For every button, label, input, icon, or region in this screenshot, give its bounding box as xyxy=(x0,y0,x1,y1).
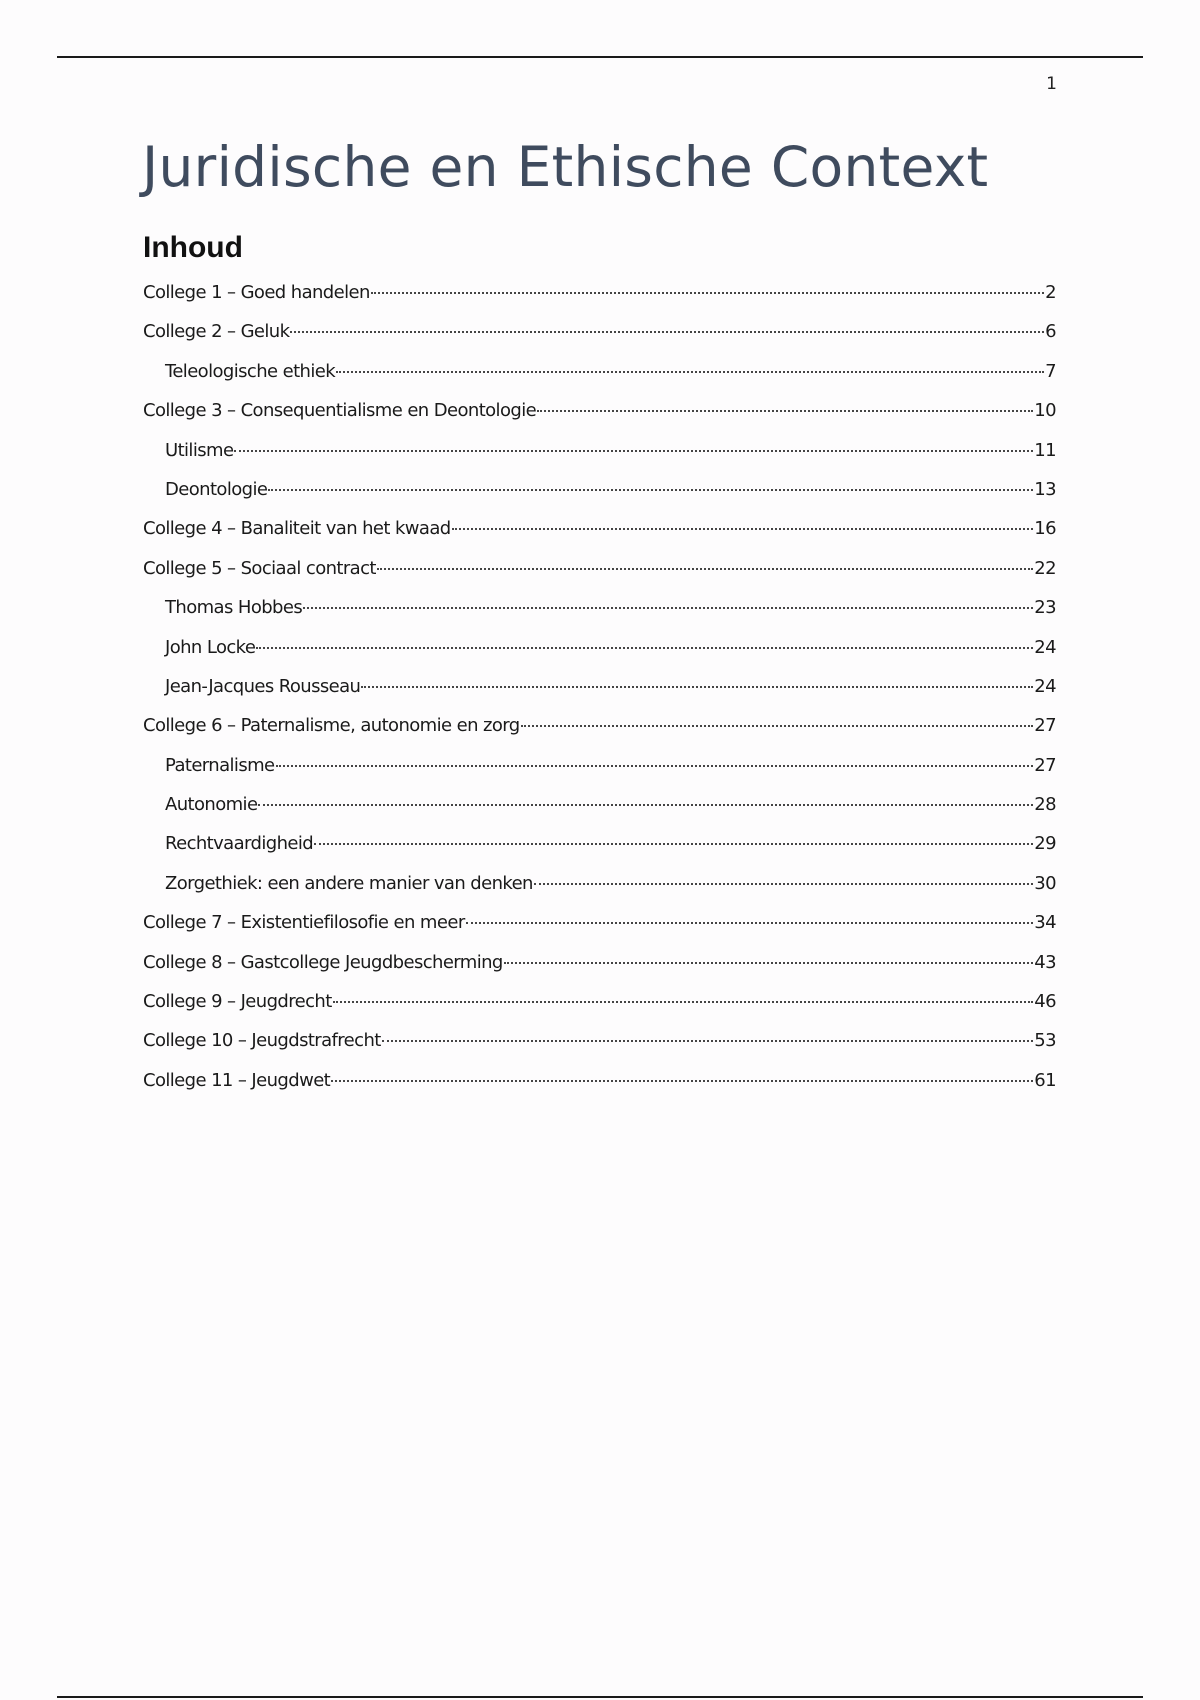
toc-entry-page: 16 xyxy=(1034,518,1056,540)
toc-dot-leader xyxy=(534,883,1033,885)
toc-entry[interactable] xyxy=(143,597,1056,636)
toc-entry[interactable] xyxy=(143,558,1056,597)
toc-dot-leader xyxy=(361,686,1033,688)
toc-heading: Inhoud xyxy=(143,231,243,264)
toc-entry[interactable] xyxy=(143,361,1056,400)
toc-entry-page: 43 xyxy=(1034,951,1056,973)
toc-entry-title: College 4 – Banaliteit van het kwaad xyxy=(143,518,451,540)
toc-dot-leader xyxy=(521,725,1034,727)
toc-entry-page: 13 xyxy=(1034,478,1056,500)
toc-entry[interactable] xyxy=(143,1070,1056,1109)
toc-entry[interactable] xyxy=(143,991,1056,1030)
toc-entry-page: 34 xyxy=(1034,912,1056,934)
toc-dot-leader xyxy=(336,371,1044,373)
toc-dot-leader xyxy=(256,647,1033,649)
toc-entry[interactable] xyxy=(143,440,1056,479)
toc-entry-title: College 2 – Geluk xyxy=(143,321,290,343)
toc-entry-title: Utilisme xyxy=(165,439,234,461)
toc-entry[interactable] xyxy=(143,873,1056,912)
toc-dot-leader xyxy=(331,1080,1033,1082)
toc-entry-title: Zorgethiek: een andere manier van denken xyxy=(165,872,533,894)
toc-entry-page: 2 xyxy=(1045,282,1056,303)
page-number: 1 xyxy=(1046,74,1057,94)
toc-entry-page: 27 xyxy=(1034,715,1056,737)
toc-entry-title: College 6 – Paternalisme, autonomie en zorg xyxy=(143,715,520,737)
toc-entry[interactable] xyxy=(143,833,1056,872)
toc-dot-leader xyxy=(276,765,1034,767)
toc-entry-page: 61 xyxy=(1034,1069,1056,1091)
toc-entry-page: 7 xyxy=(1045,360,1056,382)
toc-entry-title: College 9 – Jeugdrecht xyxy=(143,991,332,1013)
toc-dot-leader xyxy=(333,1001,1034,1003)
toc-entry[interactable] xyxy=(143,755,1056,794)
toc-dot-leader xyxy=(466,922,1034,924)
toc-entry-title: Deontologie xyxy=(165,478,268,500)
footer-rule xyxy=(57,1696,1143,1698)
toc-entry-title: Paternalisme xyxy=(165,754,275,776)
toc-entry-title: College 3 – Consequentialisme en Deontologie xyxy=(143,400,537,422)
toc-entry-title: Autonomie xyxy=(165,794,258,816)
toc-entry[interactable] xyxy=(143,912,1056,951)
toc-entry-title: Jean-Jacques Rousseau xyxy=(165,675,361,697)
toc-entry-title: College 10 – Jeugdstrafrecht xyxy=(143,1030,381,1052)
toc-dot-leader xyxy=(382,1040,1034,1042)
toc-dot-leader xyxy=(314,843,1033,845)
toc-entry-page: 53 xyxy=(1034,1030,1056,1052)
toc-entry-title: John Locke xyxy=(165,636,256,658)
toc-entry-page: 6 xyxy=(1045,321,1056,343)
toc-entry-page: 46 xyxy=(1034,991,1056,1013)
toc-entry[interactable] xyxy=(143,637,1056,676)
toc-entry-page: 27 xyxy=(1034,754,1056,776)
toc-entry[interactable] xyxy=(143,282,1056,321)
toc-entry-page: 29 xyxy=(1034,833,1056,855)
toc-dot-leader xyxy=(290,331,1044,333)
toc-entry-title: Thomas Hobbes xyxy=(165,597,303,619)
toc-entry-title: College 8 – Gastcollege Jeugdbescherming xyxy=(143,951,503,973)
toc-entry[interactable] xyxy=(143,952,1056,991)
toc-entry-title: College 7 – Existentiefilosofie en meer xyxy=(143,912,465,934)
toc-entry-page: 22 xyxy=(1034,557,1056,579)
toc-entry[interactable] xyxy=(143,518,1056,557)
document-title: Juridische en Ethische Context xyxy=(142,135,989,199)
toc-entry[interactable] xyxy=(143,479,1056,518)
toc-entry[interactable] xyxy=(143,321,1056,360)
toc-entry-page: 23 xyxy=(1034,597,1056,619)
toc-entry[interactable] xyxy=(143,676,1056,715)
toc-dot-leader xyxy=(377,568,1033,570)
table-of-contents xyxy=(143,282,1056,1109)
toc-entry-title: College 5 – Sociaal contract xyxy=(143,557,376,579)
toc-entry[interactable] xyxy=(143,794,1056,833)
toc-dot-leader xyxy=(537,410,1033,412)
toc-entry-page: 28 xyxy=(1034,794,1056,816)
toc-entry-title: College 11 – Jeugdwet xyxy=(143,1069,331,1091)
toc-dot-leader xyxy=(504,962,1034,964)
toc-entry-title: Rechtvaardigheid xyxy=(165,833,314,855)
toc-dot-leader xyxy=(268,489,1033,491)
toc-dot-leader xyxy=(303,607,1033,609)
toc-dot-leader xyxy=(234,450,1033,452)
toc-entry-page: 24 xyxy=(1034,636,1056,658)
toc-entry-title: College 1 – Goed handelen xyxy=(143,282,370,303)
header-rule xyxy=(57,56,1143,58)
toc-entry-page: 30 xyxy=(1034,872,1056,894)
toc-entry[interactable] xyxy=(143,400,1056,439)
toc-dot-leader xyxy=(371,292,1044,294)
toc-entry-page: 11 xyxy=(1034,439,1056,461)
toc-entry[interactable] xyxy=(143,1030,1056,1069)
toc-dot-leader xyxy=(452,528,1034,530)
toc-entry[interactable] xyxy=(143,715,1056,754)
toc-entry-page: 10 xyxy=(1034,400,1056,422)
toc-entry-title: Teleologische ethiek xyxy=(165,360,336,382)
toc-entry-page: 24 xyxy=(1034,675,1056,697)
toc-dot-leader xyxy=(258,804,1033,806)
